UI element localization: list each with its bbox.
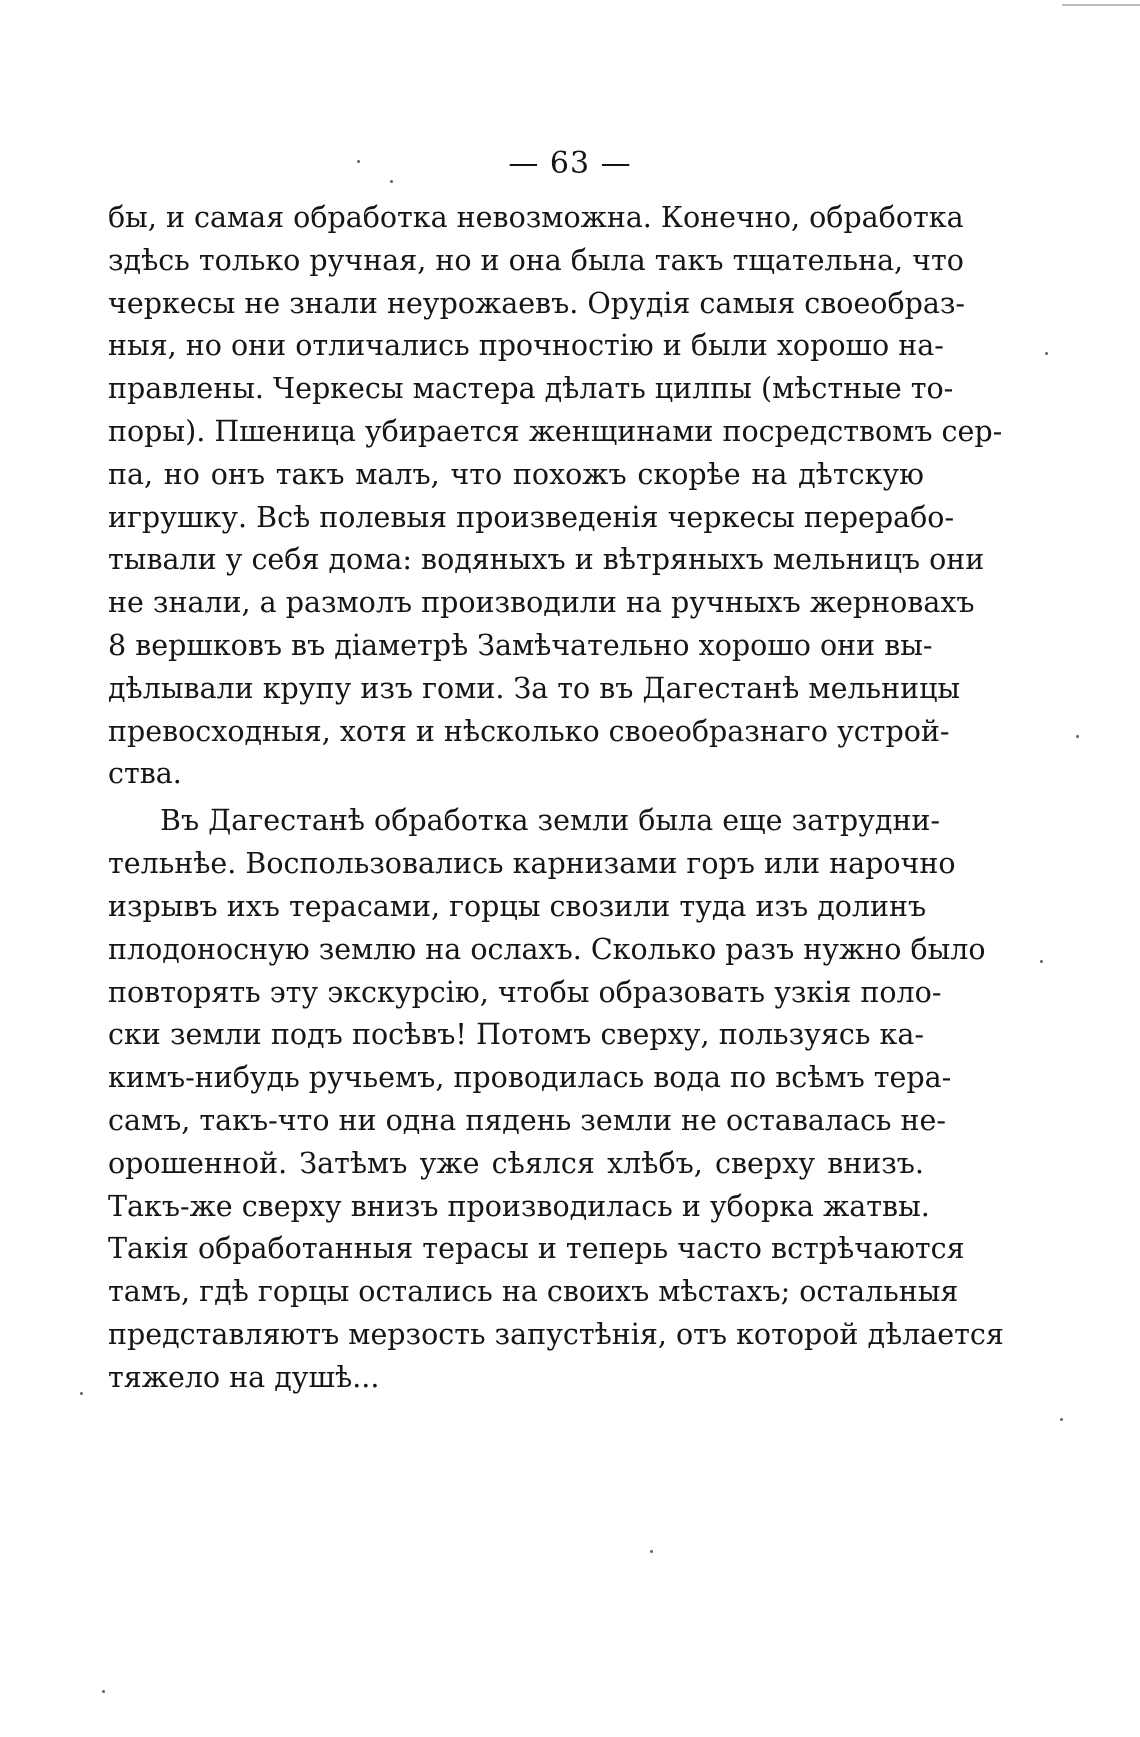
text-line: дѣлывали крупу изъ гоми. За то въ Дагестанѣ мельницы [108, 672, 961, 705]
text-line: тамъ, гдѣ горцы остались на своихъ мѣстахъ; остальныя [108, 1275, 959, 1308]
text-line: тяжело на душѣ... [108, 1361, 380, 1394]
scan-speck [1040, 960, 1043, 963]
scan-speck [650, 1550, 653, 1553]
scan-speck [390, 180, 393, 183]
text-line: ства. [108, 757, 182, 790]
text-line: плодоносную землю на ослахъ. Сколько разъ нужно было [108, 933, 986, 966]
page-number: — 63 — [508, 146, 632, 181]
text-line: орошенной. Затѣмъ уже сѣялся хлѣбъ, сверху внизъ. [108, 1147, 924, 1180]
text-line: Такія обработанныя терасы и теперь часто встрѣчаются [108, 1232, 965, 1265]
text-line: поры). Пшеница убирается женщинами посредствомъ сер- [108, 415, 1003, 448]
text-line: ныя, но они отличались прочностію и были хорошо на- [108, 329, 944, 362]
text-line: не знали, а размолъ производили на ручныхъ жерновахъ [108, 586, 975, 619]
scan-speck [1060, 1418, 1063, 1421]
text-line: 8 вершковъ въ діаметрѣ Замѣчательно хорошо они вы- [108, 629, 933, 662]
text-line: здѣсь только ручная, но и она была такъ тщательна, что [108, 244, 964, 277]
page-edge-line [1062, 4, 1140, 6]
text-line: Въ Дагестанѣ обработка земли была еще затрудни- [160, 804, 941, 837]
text-line: бы, и самая обработка невозможна. Конечно, обработка [108, 201, 964, 234]
text-line: тывали у себя дома: водяныхъ и вѣтряныхъ мельницъ они [108, 543, 985, 576]
text-line: черкесы не знали неурожаевъ. Орудія самыя своеобраз- [108, 287, 966, 320]
text-line: тельнѣе. Воспользовались карнизами горъ или нарочно [108, 847, 956, 880]
text-line: кимъ-нибудь ручьемъ, проводилась вода по всѣмъ тера- [108, 1061, 952, 1094]
text-line: правлены. Черкесы мастера дѣлать цилпы (мѣстные то- [108, 372, 954, 405]
scan-speck [357, 160, 360, 163]
scan-speck [102, 1690, 105, 1693]
text-line: повторять эту экскурсію, чтобы образовать узкія поло- [108, 976, 942, 1009]
text-line: ски земли подъ посѣвъ! Потомъ сверху, пользуясь ка- [108, 1018, 924, 1051]
scan-speck [1076, 735, 1079, 738]
text-line: превосходныя, хотя и нѣсколько своеобразнаго устрой- [108, 715, 950, 748]
text-line: игрушку. Всѣ полевыя произведенія черкесы перерабо- [108, 501, 955, 534]
scan-speck [1045, 352, 1048, 355]
text-line: Такъ-же сверху внизъ производилась и уборка жатвы. [108, 1190, 930, 1223]
text-line: изрывъ ихъ терасами, горцы свозили туда изъ долинъ [108, 890, 927, 923]
text-line: представляютъ мерзость запустѣнія, отъ которой дѣлается [108, 1318, 1004, 1351]
text-line: самъ, такъ-что ни одна пядень земли не оставалась не- [108, 1104, 946, 1137]
text-line: па, но онъ такъ малъ, что похожъ скорѣе на дѣтскую [108, 458, 924, 491]
scan-speck [80, 1392, 83, 1395]
